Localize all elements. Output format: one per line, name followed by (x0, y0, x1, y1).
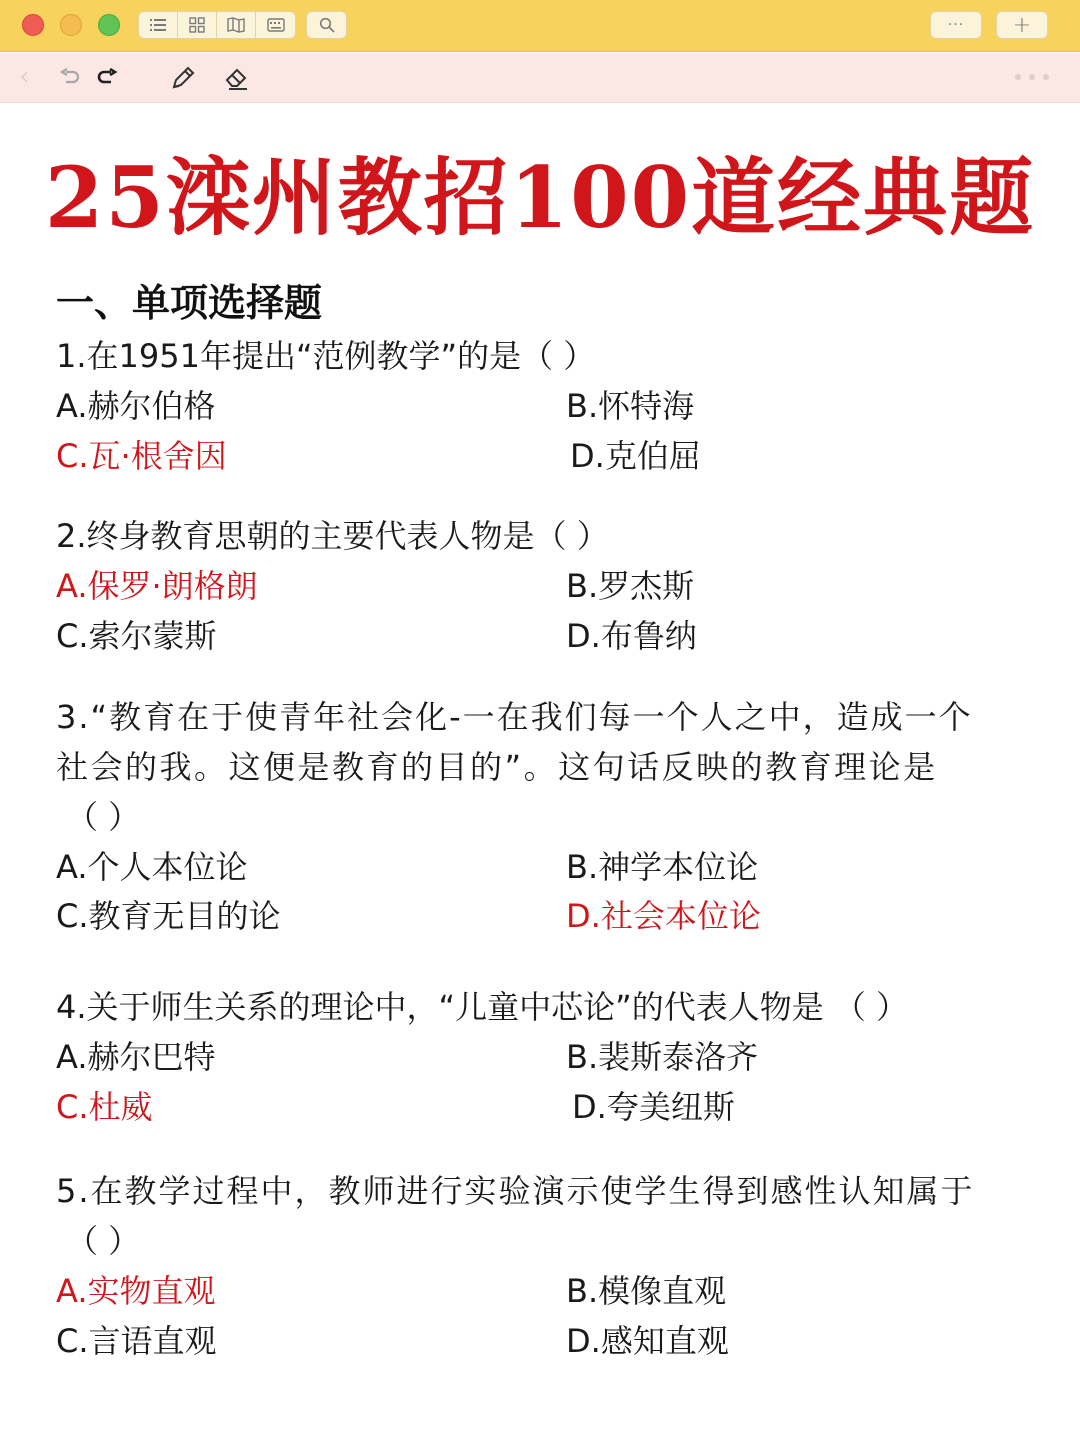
document-title: 25滦州教招100道经典题 (44, 148, 1036, 247)
question-3-text-line-1: 3.“教育在于使青年社会化-一在我们每一个人之中，造成一个 (56, 698, 973, 736)
search-icon (307, 12, 346, 38)
question-5-option-d: D.感知直观 (566, 1322, 729, 1360)
question-1-option-d: D.克伯屈 (570, 437, 701, 475)
minimize-window-button[interactable] (60, 14, 82, 36)
window-titlebar (0, 0, 1080, 52)
close-window-button[interactable] (22, 14, 44, 36)
grid-icon[interactable] (178, 12, 217, 38)
question-2-option-a-answer: A.保罗·朗格朗 (56, 567, 258, 605)
eraser-icon[interactable] (222, 63, 252, 93)
back-icon[interactable] (18, 69, 32, 83)
question-3-text-line-2: 社会的我。这便是教育的目的”。这句话反映的教育理论是 (56, 748, 938, 786)
question-4-option-a: A.赫尔巴特 (56, 1038, 216, 1076)
question-5-option-a-answer: A.实物直观 (56, 1272, 216, 1310)
question-5-option-c: C.言语直观 (56, 1322, 217, 1360)
edit-toolbar (0, 53, 1080, 103)
question-2-option-c: C.索尔蒙斯 (56, 617, 217, 655)
zoom-window-button[interactable] (98, 14, 120, 36)
question-4-option-b: B.裴斯泰洛齐 (566, 1038, 759, 1076)
undo-icon[interactable] (55, 63, 85, 93)
book-icon[interactable] (217, 12, 256, 38)
page-indicator-icon (1012, 69, 1052, 83)
question-2-option-b: B.罗杰斯 (566, 567, 695, 605)
question-3-option-b: B.神学本位论 (566, 848, 759, 886)
question-1-option-b: B.怀特海 (566, 387, 695, 425)
question-2-option-d: D.布鲁纳 (566, 617, 697, 655)
question-3-option-a: A.个人本位论 (56, 848, 248, 886)
question-1-option-c-answer: C.瓦·根舍因 (56, 437, 227, 475)
keyboard-icon[interactable] (256, 12, 295, 38)
question-5-text-line-1: 5.在教学过程中，教师进行实验演示使学生得到感性认知属于 (56, 1172, 975, 1210)
search-button[interactable] (306, 11, 347, 39)
question-4-text: 4.关于师生关系的理论中，“儿童中芯论”的代表人物是 （ ） (56, 988, 909, 1026)
question-1-option-a: A.赫尔伯格 (56, 387, 216, 425)
section-heading: 一、单项选择题 (56, 281, 323, 325)
question-3-text-line-3: （ ） (66, 798, 141, 836)
redo-icon[interactable] (92, 63, 122, 93)
view-mode-toolbar (138, 11, 296, 39)
question-4-option-d: D.夸美纽斯 (572, 1088, 735, 1126)
question-4-option-c-answer: C.杜威 (56, 1088, 153, 1126)
pen-icon[interactable] (168, 63, 198, 93)
question-3-option-c: C.教育无目的论 (56, 897, 281, 935)
list-icon[interactable] (139, 12, 178, 38)
question-5-option-b: B.模像直观 (566, 1272, 727, 1310)
add-button[interactable]: + (996, 11, 1048, 39)
more-button[interactable]: ··· (930, 11, 982, 39)
question-2-text: 2.终身教育思朝的主要代表人物是（ ） (56, 517, 609, 555)
question-3-option-d-answer: D.社会本位论 (566, 897, 761, 935)
question-1-text: 1.在1951年提出“范例教学”的是（ ） (56, 337, 596, 375)
question-5-text-line-2: （ ） (66, 1222, 141, 1260)
